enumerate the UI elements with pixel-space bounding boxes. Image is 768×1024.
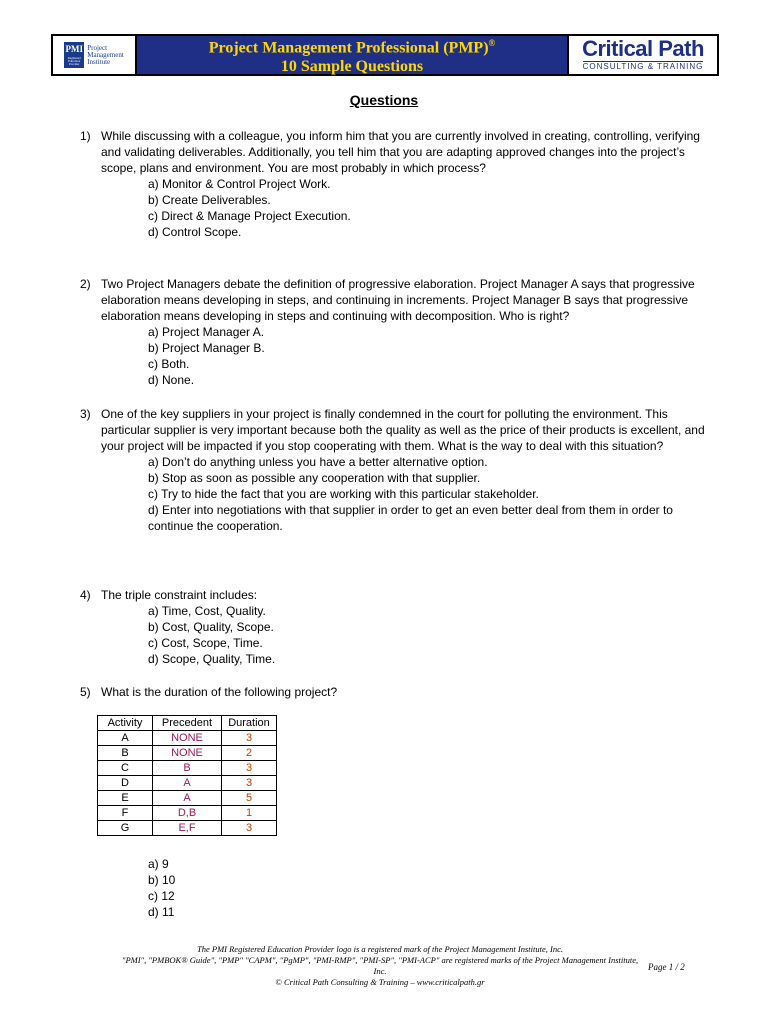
activity-table xyxy=(97,715,277,836)
table-row xyxy=(98,776,277,791)
pmi-logo-line: Institute xyxy=(87,57,111,66)
header-title-line1 xyxy=(137,34,567,57)
activity-cell: A xyxy=(98,731,153,746)
answer-option: d) Enter into negotiations with that supplier in order to get an even better deal from them in order to continue the cooperation. xyxy=(148,503,673,533)
question-4 xyxy=(80,587,720,667)
precedent-cell: NONE xyxy=(153,746,222,761)
pmi-logo-line: Project xyxy=(87,43,108,52)
activity-cell: E xyxy=(98,791,153,806)
question-number: 2) xyxy=(80,277,91,291)
answer-option: a) Monitor & Control Project Work. xyxy=(148,177,331,191)
answer-options xyxy=(148,324,720,388)
table-row xyxy=(98,821,277,836)
answer-options xyxy=(148,176,720,240)
activity-cell: F xyxy=(98,806,153,821)
header-title-text: Project Management Professional (PMP) xyxy=(208,39,489,57)
duration-cell: 3 xyxy=(222,776,277,791)
duration-cell: 3 xyxy=(222,731,277,746)
answer-options xyxy=(148,454,720,534)
question-5 xyxy=(80,684,720,700)
duration-cell: 3 xyxy=(222,761,277,776)
document-header xyxy=(51,34,719,76)
duration-cell: 2 xyxy=(222,746,277,761)
precedent-cell: B xyxy=(153,761,222,776)
question-text: What is the duration of the following project? xyxy=(101,685,338,699)
question-2 xyxy=(80,276,720,388)
page-title: Questions xyxy=(349,92,419,108)
activity-cell: B xyxy=(98,746,153,761)
critical-path-logo xyxy=(569,36,717,74)
page-footer xyxy=(120,944,640,988)
answer-options xyxy=(148,856,720,920)
answer-option: a) Project Manager A. xyxy=(148,325,265,339)
footer-copyright: © Critical Path Consulting & Training – www.criticalpath.gr xyxy=(275,977,485,987)
pmi-logo-text xyxy=(87,45,124,66)
registered-mark: ® xyxy=(488,38,496,49)
pmi-logo-line: Management xyxy=(87,50,124,59)
precedent-cell: A xyxy=(153,776,222,791)
table-row xyxy=(98,806,277,821)
question-5-options xyxy=(80,856,720,920)
table-row xyxy=(98,761,277,776)
question-text: One of the key suppliers in your project is finally condemned in the court for polluting the environment. This particular supplier is very important because both the quality as well as the price of their products is excellent, and your project will be impacted if you stop cooperating with them. What is the way to deal with this situation? xyxy=(101,407,705,453)
answer-option: d) Scope, Quality, Time. xyxy=(148,652,276,666)
answer-option: b) Stop as soon as possible any cooperation with that supplier. xyxy=(148,471,481,485)
question-text: Two Project Managers debate the definition of progressive elaboration. Project Manager A says that progressive elaboration means developing in steps, and continuing in increments. Project Manager B says that progressive elaboration means developing in steps and continuing with decomposition. Who is right? xyxy=(101,277,695,323)
table-header-row xyxy=(98,716,277,731)
pmi-mark-subtext: Registered Education Provider xyxy=(67,56,81,66)
question-number: 3) xyxy=(80,407,91,421)
pmi-mark-text: PMI xyxy=(65,44,83,54)
brand-name: Critical Path xyxy=(582,36,704,61)
header-title xyxy=(137,36,569,74)
answer-option: a) 9 xyxy=(148,857,169,871)
answer-option: b) Project Manager B. xyxy=(148,341,265,355)
precedent-cell: NONE xyxy=(153,731,222,746)
pmi-logo xyxy=(64,42,124,68)
answer-option: a) Don’t do anything unless you have a better alternative option. xyxy=(148,455,488,469)
pmi-logo-box xyxy=(53,36,137,74)
answer-option: a) Time, Cost, Quality. xyxy=(148,604,266,618)
answer-option: c) Both. xyxy=(148,357,190,371)
question-3 xyxy=(80,406,720,534)
page-number: Page 1 / 2 xyxy=(648,962,685,972)
duration-cell: 5 xyxy=(222,791,277,806)
answer-option: b) 10 xyxy=(148,873,176,887)
header-title-line2: 10 Sample Questions xyxy=(280,57,424,75)
footer-line: The PMI Registered Education Provider logo is a registered mark of the Project Management Institute, Inc. xyxy=(197,944,563,954)
precedent-cell: A xyxy=(153,791,222,806)
answer-options xyxy=(148,603,720,667)
activity-cell: C xyxy=(98,761,153,776)
answer-option: c) Cost, Scope, Time. xyxy=(148,636,263,650)
answer-option: c) Try to hide the fact that you are working with this particular stakeholder. xyxy=(148,487,539,501)
question-number: 1) xyxy=(80,129,91,143)
question-text: The triple constraint includes: xyxy=(101,588,258,602)
answer-option: d) 11 xyxy=(148,905,175,919)
question-number: 4) xyxy=(80,588,91,602)
table-row xyxy=(98,746,277,761)
answer-option: b) Create Deliverables. xyxy=(148,193,271,207)
duration-cell: 3 xyxy=(222,821,277,836)
answer-option: d) Control Scope. xyxy=(148,225,242,239)
question-1 xyxy=(80,128,720,240)
precedent-cell: E,F xyxy=(153,821,222,836)
table-row xyxy=(98,791,277,806)
column-header: Precedent xyxy=(153,716,222,731)
question-number: 5) xyxy=(80,685,91,699)
pmi-logo-mark xyxy=(64,42,84,68)
activity-cell: D xyxy=(98,776,153,791)
answer-option: c) 12 xyxy=(148,889,175,903)
question-text: While discussing with a colleague, you inform him that you are currently involved in creating, controlling, verifying and validating deliverables. Additionally, you tell him that you are adapting approved changes into the project’s scope, plans and environment. You are most probably in which process? xyxy=(101,129,700,175)
answer-option: c) Direct & Manage Project Execution. xyxy=(148,209,351,223)
answer-option: d) None. xyxy=(148,373,195,387)
answer-option: b) Cost, Quality, Scope. xyxy=(148,620,274,634)
footer-line: "PMI", "PMBOK® Guide", "PMP" "CAPM", "PgMP", "PMI-RMP", "PMI-SP", "PMI-ACP" are registered marks of the Project Management Institute, Inc. xyxy=(121,955,639,976)
column-header: Activity xyxy=(98,716,153,731)
precedent-cell: D,B xyxy=(153,806,222,821)
brand-subtitle: CONSULTING & TRAINING xyxy=(582,62,704,71)
column-header: Duration xyxy=(222,716,277,731)
activity-cell: G xyxy=(98,821,153,836)
duration-cell: 1 xyxy=(222,806,277,821)
table-row xyxy=(98,731,277,746)
